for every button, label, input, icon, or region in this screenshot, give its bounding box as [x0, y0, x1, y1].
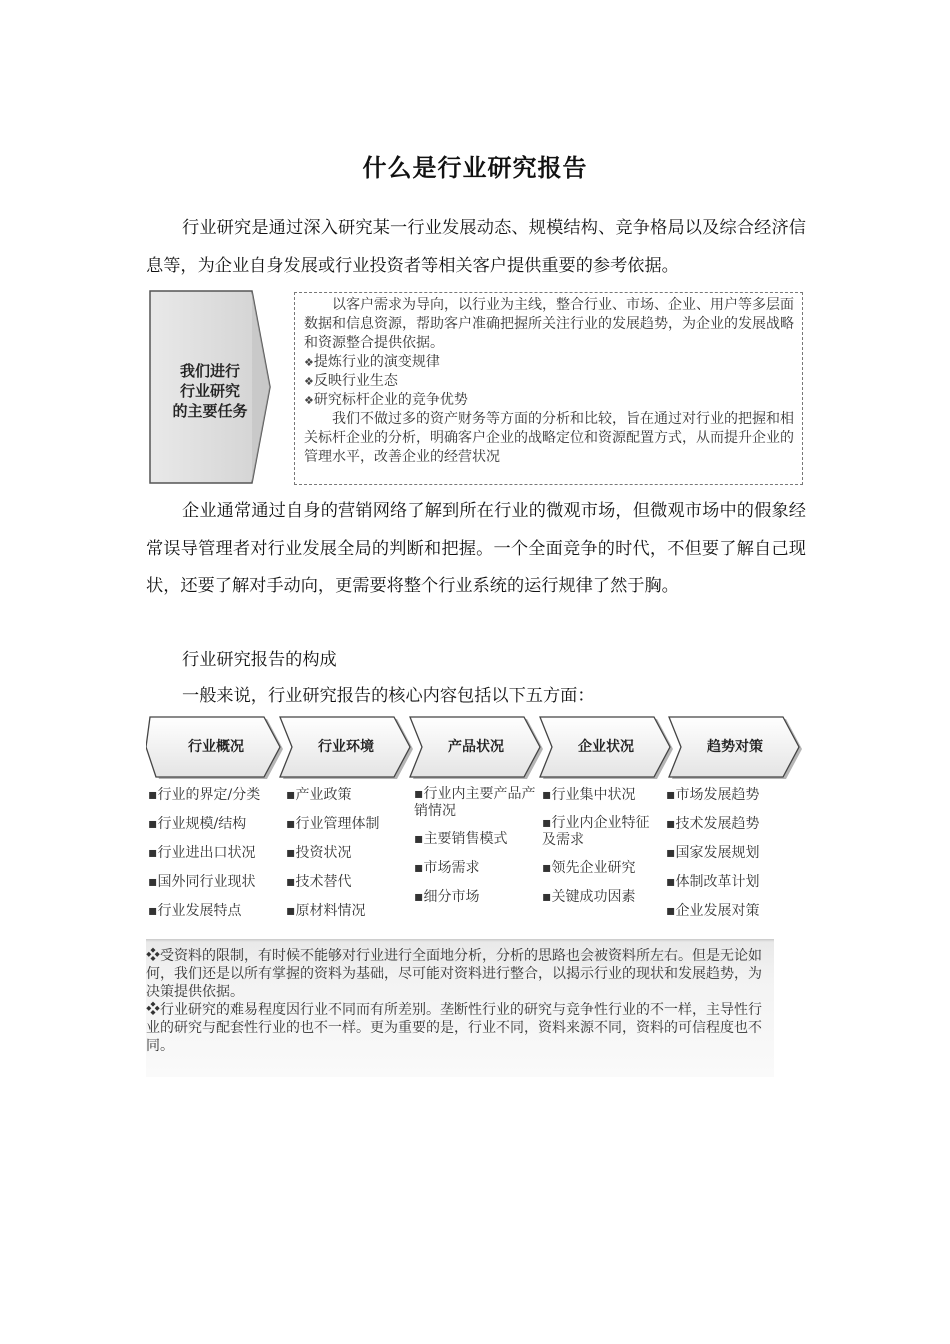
square-bullet-icon: ▪ — [286, 816, 296, 832]
square-bullet-icon: ▪ — [666, 903, 676, 919]
tasks-description-box — [294, 292, 803, 485]
chevron-label: 行业环境 — [318, 739, 374, 755]
list-item: ▪技术替代 — [286, 874, 352, 890]
report-structure-figure — [146, 714, 810, 1070]
tasks-label: 我们进行 行业研究 的主要任务 — [172, 362, 248, 420]
note-2: ❖行业研究的难易程度因行业不同而有所差别。垄断性行业的研究与竞争性行业的不一样，主导性行业的研究与配套性行业的也不一样。更为重要的是，行业不同，资料来源不同，资料的可信程度也不同。 — [146, 1002, 762, 1054]
list-item: ▪企业发展对策 — [666, 903, 760, 919]
tasks-paragraph-2: 我们不做过多的资产财务等方面的分析和比较，旨在通过对行业的把握和相关标杆企业的分析，明确客户企业的战略定位和资源配置方式，从而提升企业的管理水平，改善企业的经营状况 — [304, 411, 794, 465]
notes-box — [146, 939, 774, 1077]
chevron-label: 产品状况 — [448, 739, 504, 755]
list-item: ▪行业进出口状况 — [148, 845, 256, 861]
list-item: ▪投资状况 — [286, 845, 352, 861]
square-bullet-icon: ▪ — [542, 815, 552, 831]
chevron-step — [406, 714, 546, 778]
tasks-bullet-3: ❖研究标杆企业的竞争优势 — [304, 392, 468, 408]
diamond-bullet-icon: ❖ — [304, 375, 314, 388]
list-item: ▪行业规模/结构 — [148, 816, 247, 832]
list-item: ▪细分市场 — [414, 889, 480, 905]
tasks-bullet-2: ❖反映行业生态 — [304, 373, 398, 389]
square-bullet-icon: ▪ — [148, 903, 158, 919]
list-item: ▪国家发展规划 — [666, 845, 760, 861]
intro-paragraph: 行业研究是通过深入研究某一行业发展动态、规模结构、竞争格局以及综合经济信息等，为企业自身发展或行业投资者等相关客户提供重要的参考依据。 — [146, 218, 806, 276]
square-bullet-icon: ▪ — [542, 889, 552, 905]
square-bullet-icon: ▪ — [414, 860, 424, 876]
square-bullet-icon: ▪ — [414, 889, 424, 905]
square-bullet-icon: ▪ — [148, 816, 158, 832]
tasks-paragraph-1: 以客户需求为导向，以行业为主线，整合行业、市场、企业、用户等多层面数据和信息资源，帮助客户准确把握所关注行业的发展趋势，为企业的发展战略和资源整合提供依据。 — [304, 297, 794, 351]
square-bullet-icon: ▪ — [148, 787, 158, 803]
tasks-arrow-box — [148, 289, 272, 485]
note-1: ❖受资料的限制，有时候不能够对行业进行全面地分析，分析的思路也会被资料所左右。但是无论如何，我们还是以所有掌握的资料为基础，尽可能对资料进行整合，以揭示行业的现状和发展趋势，为决策提供依据。 — [146, 948, 762, 1000]
body-paragraph: 企业通常通过自身的营销网络了解到所在行业的微观市场，但微观市场中的假象经常误导管理者对行业发展全局的判断和把握。一个全面竞争的时代，不但要了解自己现状，还要了解对手动向，更需要将整个行业系统的运行规律了然于胸。 — [146, 501, 806, 596]
list-item: ▪体制改革计划 — [666, 874, 760, 890]
page-title: 什么是行业研究报告 — [362, 153, 588, 182]
content-column — [666, 786, 794, 931]
list-item: ▪行业管理体制 — [286, 816, 380, 832]
square-bullet-icon: ▪ — [542, 787, 552, 803]
content-column — [148, 786, 282, 931]
list-item: ▪市场需求 — [414, 860, 480, 876]
square-bullet-icon: ▪ — [414, 831, 424, 847]
square-bullet-icon: ▪ — [414, 786, 424, 802]
square-bullet-icon: ▪ — [148, 845, 158, 861]
square-bullet-icon: ▪ — [666, 845, 676, 861]
chevron-step — [665, 714, 805, 778]
chevron-step — [276, 714, 416, 778]
list-item: ▪行业的界定/分类 — [148, 787, 261, 803]
content-column — [286, 786, 410, 931]
tasks-bullet-1: ❖提炼行业的演变规律 — [304, 354, 440, 370]
list-item: ▪领先企业研究 — [542, 860, 636, 876]
list-item: ▪行业集中状况 — [542, 787, 636, 803]
list-item: ▪行业发展特点 — [148, 903, 242, 919]
square-bullet-icon: ▪ — [286, 787, 296, 803]
chevron-label: 趋势对策 — [707, 739, 763, 755]
list-item: ▪行业内企业特征及需求 — [542, 815, 650, 848]
list-item: ▪原材料情况 — [286, 903, 366, 919]
content-column — [542, 786, 662, 917]
chevron-step — [146, 714, 286, 778]
square-bullet-icon: ▪ — [666, 816, 676, 832]
list-item: ▪市场发展趋势 — [666, 787, 760, 803]
diamond-bullet-icon: ❖ — [304, 394, 314, 407]
list-item: ▪行业内主要产品产销情况 — [414, 786, 536, 819]
square-bullet-icon: ▪ — [286, 874, 296, 890]
chevron-step — [536, 714, 676, 778]
research-tasks-figure — [148, 289, 803, 487]
square-bullet-icon: ▪ — [286, 845, 296, 861]
square-bullet-icon: ▪ — [286, 903, 296, 919]
list-item: ▪主要销售模式 — [414, 831, 508, 847]
section-heading: 行业研究报告的构成 — [182, 650, 337, 670]
list-item: ▪技术发展趋势 — [666, 816, 760, 832]
content-column — [414, 786, 538, 917]
chevron-label: 行业概况 — [188, 739, 244, 755]
square-bullet-icon: ▪ — [666, 787, 676, 803]
list-item: ▪产业政策 — [286, 787, 352, 803]
square-bullet-icon: ▪ — [542, 860, 552, 876]
list-item: ▪关键成功因素 — [542, 889, 636, 905]
diamond-bullet-icon: ❖ — [304, 356, 314, 369]
body-paragraph: 一般来说，行业研究报告的核心内容包括以下五方面： — [182, 686, 595, 706]
list-item: ▪国外同行业现状 — [148, 874, 256, 890]
square-bullet-icon: ▪ — [148, 874, 158, 890]
chevron-label: 企业状况 — [578, 739, 634, 755]
square-bullet-icon: ▪ — [666, 874, 676, 890]
